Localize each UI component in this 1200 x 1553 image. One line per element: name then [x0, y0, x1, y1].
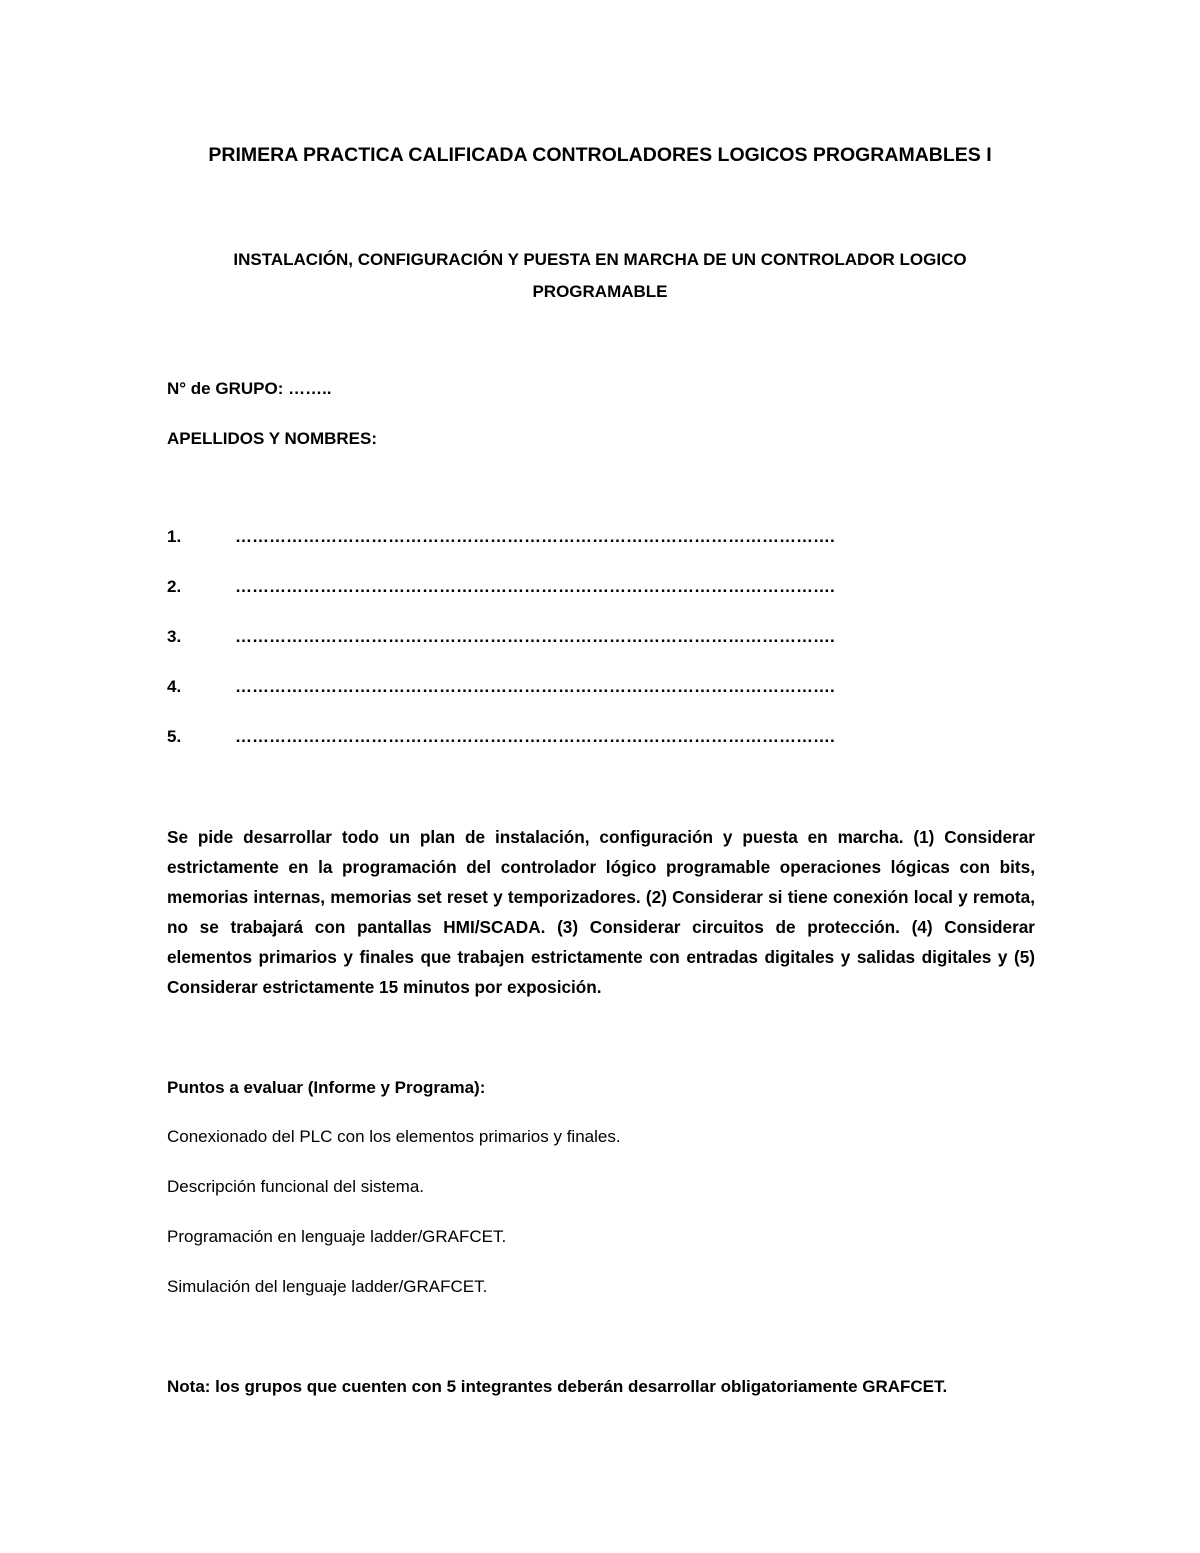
member-list	[167, 527, 835, 777]
member-blank: …………………………………………………………………………………………….	[235, 727, 835, 746]
member-blank: …………………………………………………………………………………………….	[235, 677, 835, 696]
member-blank: …………………………………………………………………………………………….	[235, 577, 835, 596]
document-title: PRIMERA PRACTICA CALIFICADA CONTROLADORES LOGICOS PROGRAMABLES I	[208, 144, 992, 166]
group-number-field: N° de GRUPO: ……..	[167, 379, 332, 398]
member-line	[167, 577, 835, 627]
document-subtitle: INSTALACIÓN, CONFIGURACIÓN Y PUESTA EN MARCHA DE UN CONTROLADOR LOGICO PROGRAMABLE	[233, 250, 967, 301]
evaluation-item: Simulación del lenguaje ladder/GRAFCET.	[167, 1277, 488, 1296]
member-number: 5.	[167, 727, 182, 746]
names-label: APELLIDOS Y NOMBRES:	[167, 429, 378, 448]
member-line	[167, 677, 835, 727]
member-number: 4.	[167, 677, 182, 696]
member-blank: …………………………………………………………………………………………….	[235, 527, 835, 546]
evaluation-item: Conexionado del PLC con los elementos primarios y finales.	[167, 1127, 621, 1146]
instructions-paragraph: Se pide desarrollar todo un plan de instalación, configuración y puesta en marcha. (1) Considerar estrictamente en la programación del controlador lógico programable operaciones lógicas con bits, memorias internas, memorias set reset y temporizadores. (2) Considerar si tiene conexión local y remota, no se trabajará con pantallas HMI/SCADA. (3) Considerar circuitos de protección. (4) Considerar elementos primarios y finales que trabajen estrictamente con entradas digitales y salidas digitales y (5) Considerar estrictamente 15 minutos por exposición.	[167, 827, 1035, 997]
member-line	[167, 627, 835, 677]
member-number: 3.	[167, 627, 182, 646]
evaluation-list	[167, 1127, 621, 1327]
note-text: Nota: los grupos que cuenten con 5 integrantes deberán desarrollar obligatoriamente GRAFCET.	[167, 1377, 948, 1396]
evaluation-item: Descripción funcional del sistema.	[167, 1177, 425, 1196]
member-line	[167, 727, 835, 777]
member-blank: …………………………………………………………………………………………….	[235, 627, 835, 646]
evaluation-item: Programación en lenguaje ladder/GRAFCET.	[167, 1227, 507, 1246]
member-number: 2.	[167, 577, 182, 596]
evaluation-heading: Puntos a evaluar (Informe y Programa):	[167, 1078, 486, 1097]
member-line	[167, 527, 835, 577]
member-number: 1.	[167, 527, 182, 546]
